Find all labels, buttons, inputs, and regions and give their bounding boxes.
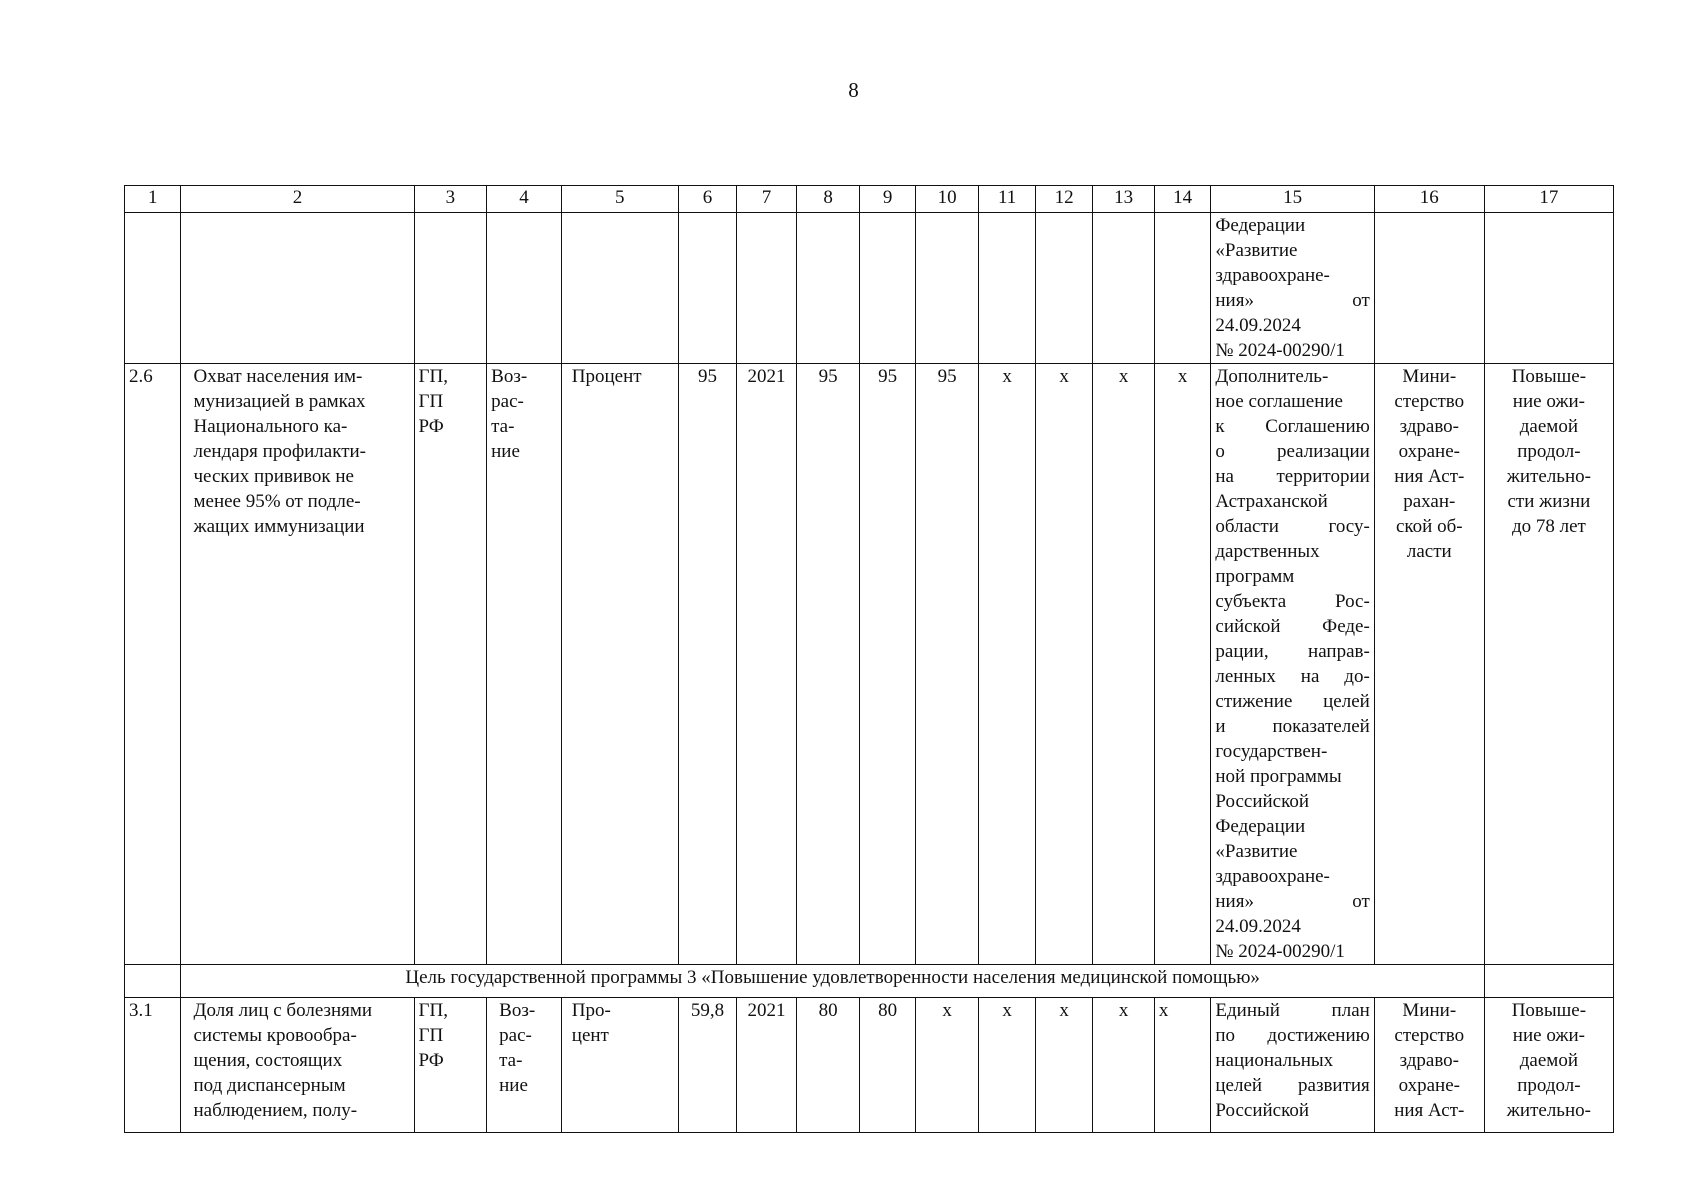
text-line: системы кровообра- [193, 1025, 357, 1046]
value-cell: х [1093, 998, 1155, 1133]
text-line: цент [571, 1025, 609, 1046]
header-row [125, 186, 1614, 213]
text-line: Мини- [1402, 1000, 1457, 1021]
text-line: программ [1215, 566, 1295, 587]
value-cell: 80 [796, 998, 860, 1133]
header-cell: 2 [181, 186, 414, 213]
header-cell: 6 [678, 186, 737, 213]
header-cell: 4 [487, 186, 562, 213]
text-line: ние [491, 441, 520, 462]
indicator-level [414, 998, 487, 1133]
indicators-table [124, 185, 1614, 1133]
text-line: государствен- [1215, 741, 1328, 762]
text-line: Про- [571, 1000, 611, 1021]
document-cell [1211, 213, 1374, 364]
text-line: жащих иммунизации [193, 516, 365, 537]
text-line: «Развитие [1215, 240, 1298, 261]
text-line: к Соглашению [1215, 416, 1370, 437]
text-line: даемой [1519, 416, 1578, 437]
text-line: рахан- [1403, 491, 1456, 512]
header-cell: 17 [1484, 186, 1613, 213]
text-line: стижение целей [1215, 691, 1370, 712]
text-line: ческих прививок не [193, 466, 354, 487]
table-row [125, 364, 1614, 965]
text-line: Воз- [499, 1000, 536, 1021]
text-line: стерство [1394, 1025, 1465, 1046]
national-goal-link [1484, 998, 1613, 1133]
indicator-direction [487, 364, 562, 965]
text-line: ние ожи- [1512, 1025, 1585, 1046]
header-cell: 12 [1035, 186, 1093, 213]
text-line: ГП [418, 1025, 444, 1046]
table-row [125, 998, 1614, 1133]
header-cell: 1 [125, 186, 181, 213]
text-line: о реализации [1215, 441, 1370, 462]
text-line: до 78 лет [1511, 516, 1586, 537]
value-cell: х [915, 998, 979, 1133]
text-line: продол- [1517, 1075, 1581, 1096]
text-line: Федерации [1215, 215, 1306, 236]
text-line: даемой [1519, 1050, 1578, 1071]
base-year: 2021 [737, 364, 797, 965]
text-line: 24.09.2024 [1215, 916, 1301, 937]
value-cell: 95 [915, 364, 979, 965]
text-line: субъекта Рос- [1215, 591, 1370, 612]
goal-row [125, 965, 1614, 998]
base-value: 95 [678, 364, 737, 965]
row-number: 3.1 [125, 998, 181, 1133]
text-line: по достижению [1215, 1025, 1370, 1046]
text-line: ние ожи- [1512, 391, 1585, 412]
header-cell: 9 [860, 186, 915, 213]
text-line: на территории [1215, 466, 1370, 487]
text-line: ния» от [1215, 290, 1370, 311]
text-line: ленных на до- [1215, 666, 1370, 687]
text-line: жительно- [1506, 1100, 1591, 1121]
text-line: «Развитие [1215, 841, 1298, 862]
value-cell: х [979, 998, 1035, 1133]
text-line: Единый план [1215, 1000, 1370, 1021]
text-line: под диспансерным [193, 1075, 346, 1096]
text-line: здравоохране- [1215, 866, 1330, 887]
text-line: ГП [418, 391, 444, 412]
text-line: ние [499, 1075, 528, 1096]
base-value: 59,8 [678, 998, 737, 1133]
goal-heading: Цель государственной программы 3 «Повышение удовлетворенности населения медицинской помощью» [181, 965, 1484, 998]
text-line: ной программы [1215, 766, 1342, 787]
text-line: Федерации [1215, 816, 1306, 837]
text-line: лендаря профилакти- [193, 441, 366, 462]
value-cell: 95 [860, 364, 915, 965]
responsible-body [1374, 998, 1484, 1133]
text-line: области госу- [1215, 516, 1370, 537]
text-line: ное соглашение [1215, 391, 1343, 412]
indicator-direction [487, 998, 562, 1133]
text-line: охране- [1398, 1075, 1460, 1096]
value-cell: х [1035, 364, 1093, 965]
text-line: Воз- [491, 366, 528, 387]
text-line: № 2024-00290/1 [1215, 941, 1345, 962]
header-cell: 15 [1211, 186, 1374, 213]
header-cell: 14 [1154, 186, 1210, 213]
text-line: № 2024-00290/1 [1215, 340, 1345, 361]
text-line: охране- [1398, 441, 1460, 462]
text-line: продол- [1517, 441, 1581, 462]
header-cell: 3 [414, 186, 487, 213]
national-goal-link [1484, 364, 1613, 965]
text-line: здраво- [1399, 416, 1459, 437]
unit [561, 998, 678, 1133]
value-cell: 80 [860, 998, 915, 1133]
text-line: Мини- [1402, 366, 1457, 387]
text-line: ния» от [1215, 891, 1370, 912]
row-number: 2.6 [125, 364, 181, 965]
text-line: Национального ка- [193, 416, 348, 437]
value-cell: х [1035, 998, 1093, 1133]
text-line: целей развития [1215, 1075, 1370, 1096]
text-line: РФ [418, 416, 444, 437]
text-line: мунизацией в рамках [193, 391, 366, 412]
text-line: Российской [1215, 1100, 1310, 1121]
header-cell: 11 [979, 186, 1035, 213]
text-line: Дополнитель- [1215, 366, 1329, 387]
text-line: 24.09.2024 [1215, 315, 1301, 336]
value-cell: х [1093, 364, 1155, 965]
page-number: 8 [848, 78, 859, 102]
value-cell: х [1154, 998, 1210, 1133]
indicator-name [181, 364, 414, 965]
text-line: здравоохране- [1215, 265, 1330, 286]
text-line: сийской Феде- [1215, 616, 1370, 637]
text-line: ния Аст- [1394, 1100, 1465, 1121]
indicator-level [414, 364, 487, 965]
header-cell: 10 [915, 186, 979, 213]
text-line: дарственных [1215, 541, 1320, 562]
document-cell [1211, 364, 1374, 965]
text-line: ГП, [418, 366, 448, 387]
text-line: Астраханской [1215, 491, 1328, 512]
indicator-name [181, 998, 414, 1133]
text-line: ния Аст- [1394, 466, 1465, 487]
text-line: сти жизни [1507, 491, 1591, 512]
value-cell: х [979, 364, 1035, 965]
text-line: ГП, [418, 1000, 448, 1021]
header-cell: 13 [1093, 186, 1155, 213]
continuation-row [125, 213, 1614, 364]
header-cell: 7 [737, 186, 797, 213]
text-line: наблюдением, полу- [193, 1100, 358, 1121]
text-line: ласти [1406, 541, 1452, 562]
base-year: 2021 [737, 998, 797, 1133]
document-cell [1211, 998, 1374, 1133]
text-line: Российской [1215, 791, 1310, 812]
text-line: щения, состоящих [193, 1050, 343, 1071]
header-cell: 5 [561, 186, 678, 213]
text-line: Повыше- [1511, 366, 1587, 387]
unit: Процент [561, 364, 678, 965]
text-line: ской об- [1395, 516, 1463, 537]
text-line: рации, направ- [1215, 641, 1370, 662]
header-cell: 16 [1374, 186, 1484, 213]
text-line: та- [491, 416, 515, 437]
text-line: менее 95% от подле- [193, 491, 361, 512]
text-line: Охват населения им- [193, 366, 363, 387]
text-line: стерство [1394, 391, 1465, 412]
text-line: жительно- [1506, 466, 1591, 487]
text-line: та- [499, 1050, 523, 1071]
responsible-body [1374, 364, 1484, 965]
text-line: Повыше- [1511, 1000, 1587, 1021]
text-line: РФ [418, 1050, 444, 1071]
text-line: рас- [499, 1025, 532, 1046]
header-cell: 8 [796, 186, 860, 213]
value-cell: 95 [796, 364, 860, 965]
text-line: национальных [1215, 1050, 1334, 1071]
text-line: здраво- [1399, 1050, 1459, 1071]
value-cell: х [1154, 364, 1210, 965]
text-line: рас- [491, 391, 524, 412]
text-line: и показателей [1215, 716, 1370, 737]
text-line: Доля лиц с болезнями [193, 1000, 373, 1021]
